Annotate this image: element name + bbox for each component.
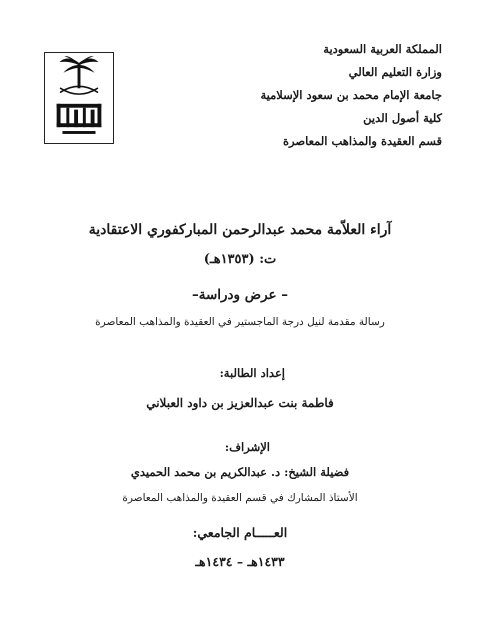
university-emblem-icon [44,52,114,144]
student-name: فاطمة بنت عبدالعزيز بن داود العبلاني [146,396,334,410]
supervision-label: الإشراف: [224,440,270,454]
header-line-university: جامعة الإمام محمد بن سعود الإسلامية [260,88,442,102]
preparation-label: إعداد الطالبة: [219,366,285,380]
header-line-country: المملكة العربية السعودية [323,42,442,56]
academic-year-label: العـــــام الجامعي: [192,525,288,540]
header-line-ministry: وزارة التعليم العالي [348,65,442,79]
death-date: ت: (١٣٥٣هـ) [203,252,277,267]
header-line-college: كلية أصول الدين [363,111,442,125]
academic-year-value: ١٤٣٣هـ – ١٤٣٤هـ [195,554,285,569]
institution-header [212,38,442,153]
supervisor-title: الأستاذ المشارك في قسم العقيدة والمذاهب المعاصرة [122,492,358,504]
thesis-description: رسالة مقدمة لنيل درجة الماجستير في العقيدة والمذاهب المعاصرة [95,316,385,328]
header-line-department: قسم العقيدة والمذاهب المعاصرة [282,134,442,148]
supervisor-line: فضيلة الشيخ: د. عبدالكريم بن محمد الحميدي [130,465,350,479]
thesis-title: آراء العلاّمة محمد عبدالرحمن المباركفوري الاعتقادية [88,222,392,238]
thesis-subtitle: – عرض ودراسة– [191,287,289,303]
